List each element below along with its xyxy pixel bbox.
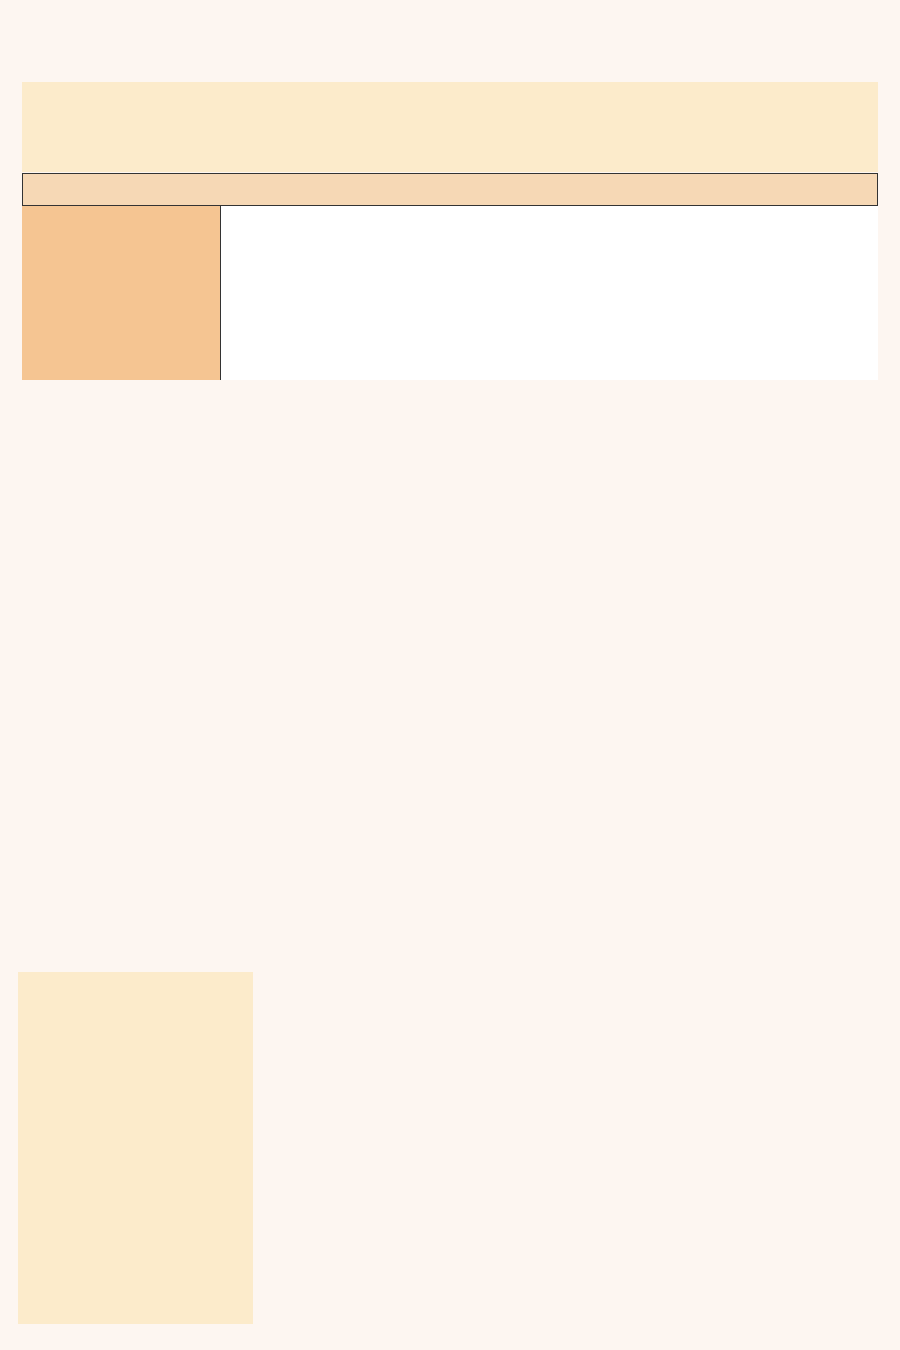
body-measurement-labels (22, 206, 220, 380)
size-guide-header-area (22, 82, 878, 172)
us-size-row (22, 173, 878, 206)
body-measurements (22, 206, 878, 380)
suggested-fabrics-panel (18, 972, 253, 1324)
size-guide-table (22, 82, 878, 380)
